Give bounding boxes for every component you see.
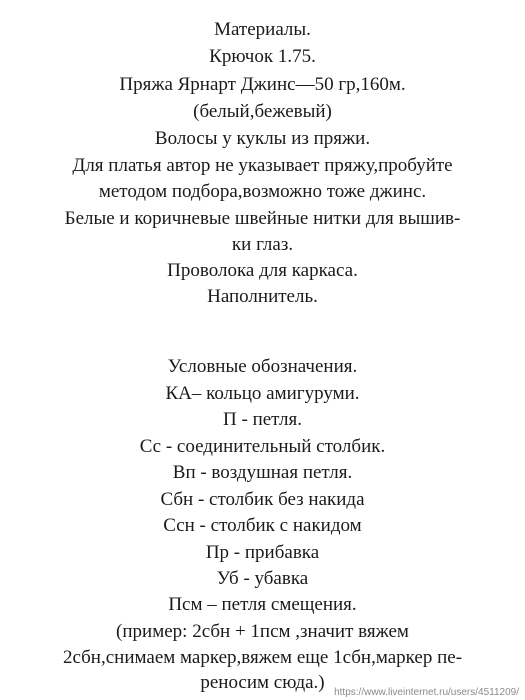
materials-line-dress-1: Для платья автор не указывает пряжу,пробуйте <box>72 155 453 176</box>
materials-line-colors: (белый,бежевый) <box>193 101 332 122</box>
legend-item-ss: Сс - соединительный столбик. <box>139 436 386 457</box>
legend-item-ssn: Ссн - столбик с накидом <box>163 515 362 536</box>
legend-item-p: П - петля. <box>223 409 302 430</box>
materials-line-thread-2: ки глаз. <box>231 234 294 255</box>
materials-title: Материалы. <box>214 19 311 40</box>
legend-item-vp: Вп - воздушная петля. <box>172 462 353 483</box>
legend-example-line-1: (пример: 2сбн + 1псм ,значит вяжем <box>116 621 409 642</box>
materials-line-yarn: Пряжа Ярнарт Джинс—50 гр,160м. <box>119 74 406 95</box>
materials-line-dress-2: методом подбора,возможно тоже джинс. <box>98 181 427 202</box>
legend-item-psm: Псм – петля смещения. <box>168 594 357 615</box>
materials-line-hook: Крючок 1.75. <box>209 46 316 67</box>
legend-item-ub: Уб - убавка <box>216 568 309 589</box>
watermark-url: https://www.liveinternet.ru/users/4511209/ <box>334 687 519 698</box>
legend-example-line-2: 2сбн,снимаем маркер,вяжем еще 1сбн,маркер пе- <box>62 647 463 668</box>
legend-item-sbn: Сбн - столбик без накида <box>160 489 365 510</box>
legend-example-line-3: реносим сюда.) <box>200 672 325 693</box>
materials-line-filler: Наполнитель. <box>207 286 318 307</box>
legend-item-ka: КА– кольцо амигуруми. <box>165 383 360 404</box>
legend-item-pr: Пр - прибавка <box>205 542 320 563</box>
materials-line-thread-1: Белые и коричневые швейные нитки для вышив- <box>64 208 461 229</box>
materials-line-hair: Волосы у куклы из пряжи. <box>154 128 371 149</box>
materials-line-wire: Проволока для каркаса. <box>167 260 358 281</box>
legend-title: Условные обозначения. <box>167 356 358 377</box>
